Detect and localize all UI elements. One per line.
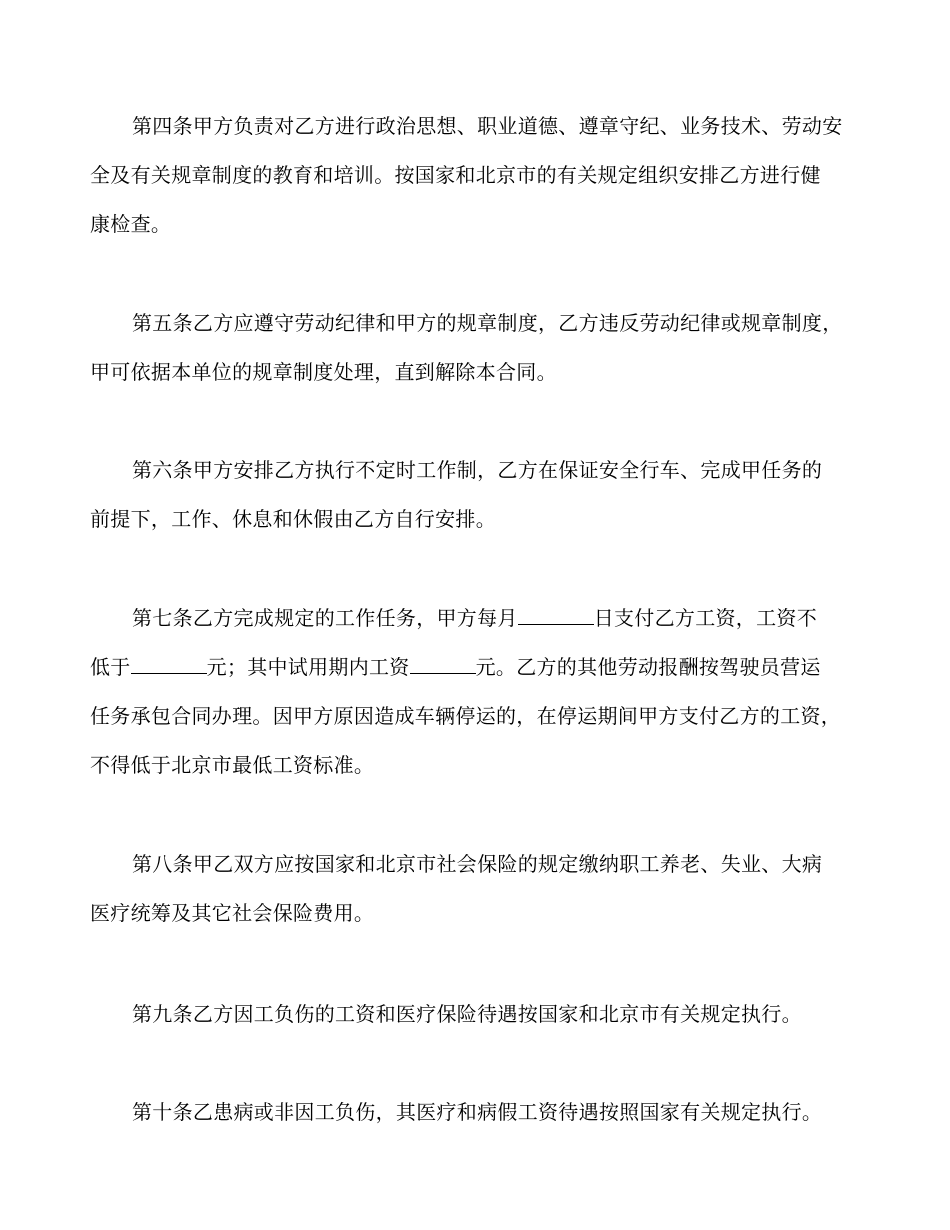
clause-7-line-1-text-a: 第七条乙方完成规定的工作任务，甲方每月 — [132, 606, 518, 630]
clause-7-line-2-text-c: 元。乙方的其他劳动报酬按驾驶员营运 — [475, 655, 821, 679]
clause-7-line-1 — [90, 594, 865, 643]
clause-10 — [90, 1088, 865, 1137]
clause-6-line-1: 第六条甲方安排乙方执行不定时工作制，乙方在保证安全行车、完成甲任务的 — [132, 458, 823, 482]
clause-7-line-3: 任务承包合同办理。因甲方原因造成车辆停运的，在停运期间甲方支付乙方的工资， — [90, 704, 842, 728]
clause-4-line-3: 康检查。 — [90, 212, 172, 236]
clause-7-line-4: 不得低于北京市最低工资标准。 — [90, 753, 375, 777]
probation-wage-blank — [410, 655, 476, 674]
clause-9-line-1: 第九条乙方因工负伤的工资和医疗保险待遇按国家和北京市有关规定执行。 — [132, 1002, 802, 1026]
clause-8-line-2: 医疗统筹及其它社会保险费用。 — [90, 901, 375, 925]
clause-5-line-2: 甲可依据本单位的规章制度处理，直到解除本合同。 — [90, 360, 557, 384]
clause-7-line-2 — [90, 643, 865, 692]
clause-4-line-2: 全及有关规章制度的教育和培训。按国家和北京市的有关规定组织安排乙方进行健 — [90, 163, 821, 187]
clause-5 — [90, 299, 865, 397]
clause-6-line-2: 前提下，工作、休息和休假由乙方自行安排。 — [90, 507, 496, 531]
clause-8 — [90, 840, 865, 938]
pay-day-blank — [518, 606, 594, 625]
clause-6 — [90, 446, 865, 544]
clause-4 — [90, 102, 865, 249]
clause-7 — [90, 594, 865, 790]
clause-8-line-1: 第八条甲乙双方应按国家和北京市社会保险的规定缴纳职工养老、失业、大病 — [132, 852, 823, 876]
clause-7-line-1-text-b: 日支付乙方工资，工资不 — [593, 606, 818, 630]
min-wage-blank — [131, 655, 207, 674]
clause-7-line-2-text-b: 元；其中试用期内工资 — [206, 655, 410, 679]
clause-4-line-1: 第四条甲方负责对乙方进行政治思想、职业道德、遵章守纪、业务技术、劳动安 — [132, 114, 843, 138]
clause-7-line-2-text-a: 低于 — [90, 655, 131, 679]
clause-5-line-1: 第五条乙方应遵守劳动纪律和甲方的规章制度，乙方违反劳动纪律或规章制度， — [132, 311, 843, 335]
clause-9 — [90, 990, 865, 1039]
clause-10-line-1: 第十条乙患病或非因工负伤，其医疗和病假工资待遇按照国家有关规定执行。 — [132, 1100, 823, 1124]
